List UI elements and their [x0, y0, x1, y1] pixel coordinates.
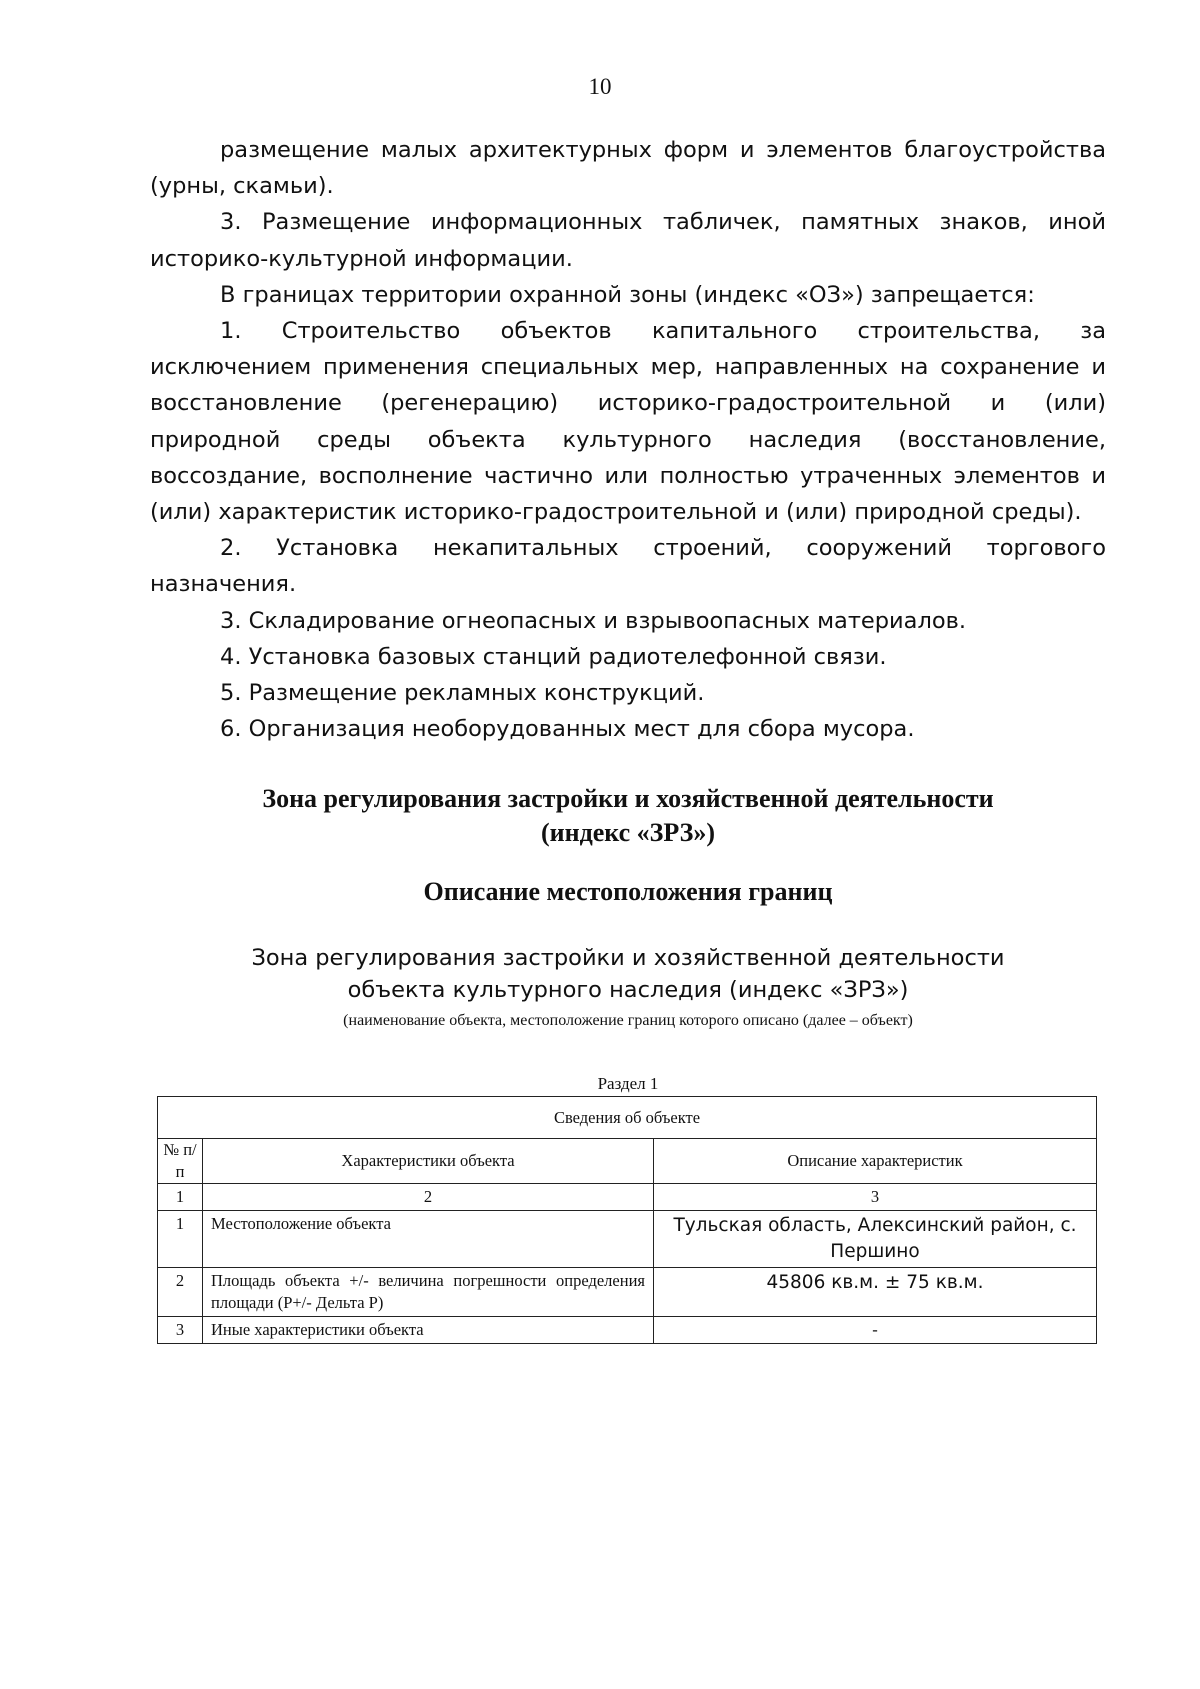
object-title-line1: Зона регулирования застройки и хозяйственной деятельности [251, 945, 1005, 971]
paragraph-prohibition-5: 5. Размещение рекламных конструкций. [220, 680, 705, 707]
row-description: - [654, 1317, 1097, 1344]
row-num: 2 [158, 1268, 203, 1317]
zone-heading [150, 782, 1106, 850]
row-characteristic: Иные характеристики объекта [203, 1317, 654, 1344]
paragraph-prohibition-2: 2. Установка некапитальных строений, сооружений торгового назначения. [150, 535, 1106, 598]
header-characteristic: Характеристики объекта [203, 1139, 654, 1184]
paragraph-prohibition-3: 3. Складирование огнеопасных и взрывоопасных материалов. [220, 607, 967, 634]
object-title [150, 942, 1106, 1006]
table-row [158, 1211, 1097, 1268]
object-caption: (наименование объекта, местоположение границ которого описано (далее – объект) [343, 1012, 913, 1029]
table-header-row [158, 1139, 1097, 1184]
section-label: Раздел 1 [597, 1074, 659, 1093]
index-cell: 3 [654, 1184, 1097, 1211]
row-num: 3 [158, 1317, 203, 1344]
zone-heading-line2: (индекс «ЗРЗ») [541, 818, 715, 847]
row-characteristic: Местоположение объекта [203, 1211, 654, 1268]
table-caption: Сведения об объекте [158, 1097, 1097, 1139]
paragraph-prohibited-intro: В границах территории охранной зоны (индекс «ОЗ») запрещается: [220, 281, 1035, 308]
table-index-row [158, 1184, 1097, 1211]
table-row [158, 1268, 1097, 1317]
paragraph-prohibition-6: 6. Организация необорудованных мест для сбора мусора. [220, 716, 915, 743]
table-row [158, 1317, 1097, 1344]
index-cell: 2 [203, 1184, 654, 1211]
row-characteristic: Площадь объекта +/- величина погрешности определения площади (Р+/- Дельта Р) [203, 1268, 654, 1317]
index-cell: 1 [158, 1184, 203, 1211]
boundaries-heading: Описание местоположения границ [423, 877, 833, 906]
row-description: 45806 кв.м. ± 75 кв.м. [654, 1268, 1097, 1317]
object-info-table [157, 1096, 1097, 1344]
body-text [150, 132, 1106, 747]
paragraph-continuation: размещение малых архитектурных форм и элементов благоустройства (урны, скамьи). [150, 137, 1106, 200]
zone-heading-line1: Зона регулирования застройки и хозяйственной деятельности [262, 784, 994, 813]
table-caption-row [158, 1097, 1097, 1139]
header-description: Описание характеристик [654, 1139, 1097, 1184]
object-title-line2: объекта культурного наследия (индекс «ЗРЗ») [347, 977, 909, 1003]
row-description: Тульская область, Алексинский район, с. Першино [654, 1211, 1097, 1268]
paragraph-info-plates: 3. Размещение информационных табличек, памятных знаков, иной историко-культурной информации. [150, 209, 1106, 272]
header-num: № п/п [158, 1139, 203, 1184]
paragraph-prohibition-1: 1. Строительство объектов капитального строительства, за исключением применения специальных мер, направленных на сохранение и восстановление (регенерацию) историко-градостроительной и (или) природной среды объекта культурного наследия (восстановление, воссоздание, восполнение частично или полностью утраченных элементов и (или) характеристик историко-градостроительной и (или) природной среды). [150, 318, 1106, 526]
paragraph-prohibition-4: 4. Установка базовых станций радиотелефонной связи. [220, 643, 887, 670]
page-number: 10 [588, 74, 612, 99]
row-num: 1 [158, 1211, 203, 1268]
